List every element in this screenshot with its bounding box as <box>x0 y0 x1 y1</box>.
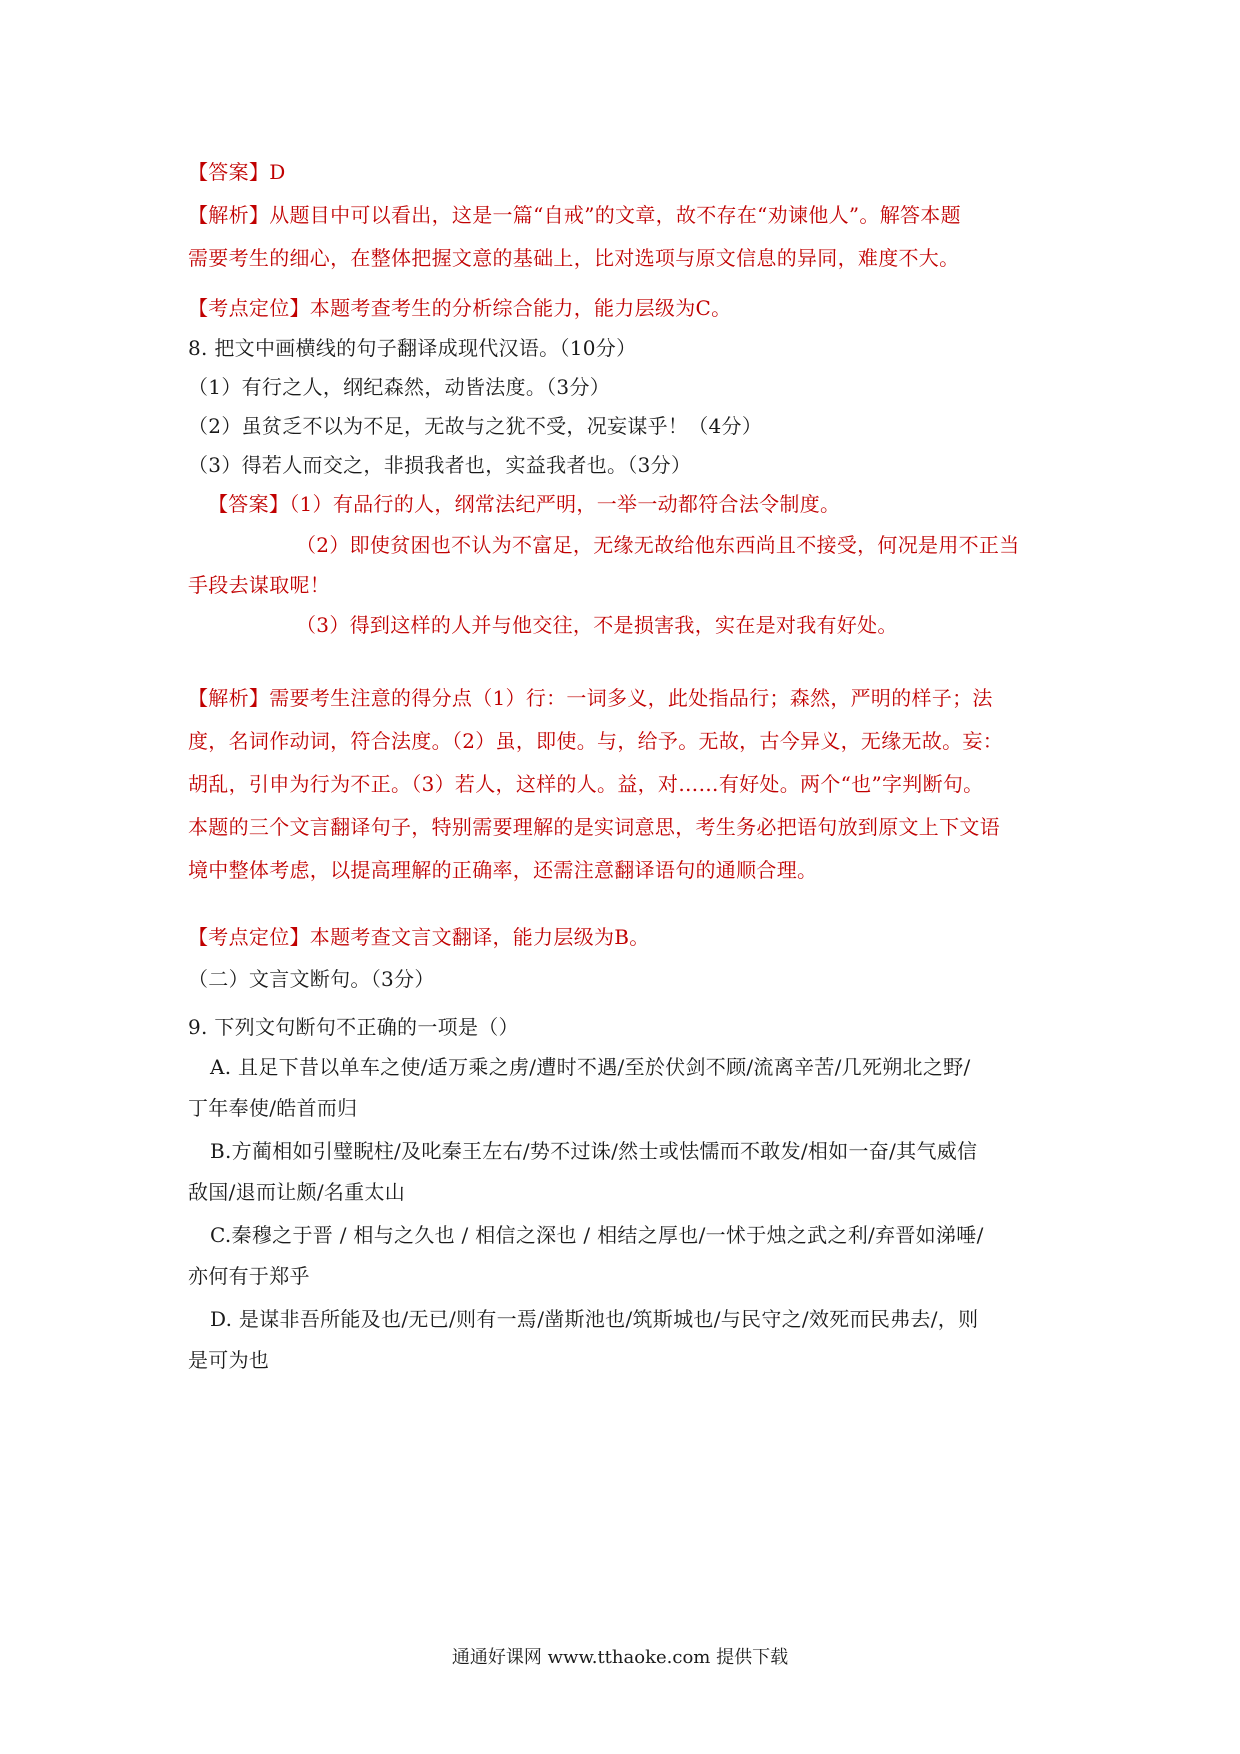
question8-stem: 8. 把文中画横线的句子翻译成现代汉语。（10分） <box>188 336 637 360</box>
question8-analysis-line5: 境中整体考虑，以提高理解的正确率，还需注意翻译语句的通顺合理。 <box>188 858 818 882</box>
question8-analysis-line1: 【解析】需要考生注意的得分点（1）行：一词多义，此处指品行；森然，严明的样子；法 <box>188 686 993 710</box>
question9-option-b-line1: B.方蔺相如引璧睨柱/及叱秦王左右/势不过诛/然士或怯懦而不敢发/相如一奋/其气威信 <box>210 1139 978 1163</box>
answer7-answer: 【答案】D <box>188 160 286 184</box>
question8-analysis-line4: 本题的三个文言翻译句子，特别需要理解的是实词意思，考生务必把语句放到原文上下文语 <box>188 815 1000 839</box>
question8-answer-line3: 手段去谋取呢！ <box>188 573 331 597</box>
question8-item-2: （2）虽贫乏不以为不足，无故与之犹不受，况妄谋乎！（4分） <box>188 414 763 438</box>
answer7-analysis-line1: 【解析】从题目中可以看出，这是一篇“自戒”的文章，故不存在“劝谏他人”。解答本题 <box>188 203 961 227</box>
page-footer: 通通好课网 www.tthaoke.com 提供下载 <box>451 1647 789 1668</box>
question9-option-a-line2: 丁年奉使/皓首而归 <box>188 1096 358 1120</box>
question8-answer-line2: （2）即使贫困也不认为不富足，无缘无故给他东西尚且不接受，何况是用不正当 <box>296 533 1020 557</box>
question8-item-3: （3）得若人而交之，非损我者也，实益我者也。（3分） <box>188 453 692 477</box>
question8-answer-line1: 【答案】（1）有品行的人，纲常法纪严明，一举一动都符合法令制度。 <box>208 492 841 516</box>
question9-option-d-line1: D. 是谋非吾所能及也/无已/则有一焉/凿斯池也/筑斯城也/与民守之/效死而民弗去/，则 <box>210 1307 979 1331</box>
question9-stem: 9. 下列文句断句不正确的一项是（） <box>188 1015 519 1039</box>
question9-option-a-line1: A. 且足下昔以单车之使/适万乘之虏/遭时不遇/至於伏剑不顾/流离辛苦/几死朔北之野/ <box>210 1055 971 1079</box>
question9-option-d-line2: 是可为也 <box>188 1348 270 1372</box>
question8-analysis-line3: 胡乱，引申为行为不正。（3）若人，这样的人。益，对……有好处。两个“也”字判断句。 <box>188 772 984 796</box>
question8-item-1: （1）有行之人，纲纪森然，动皆法度。（3分） <box>188 375 611 399</box>
question8-analysis-line2: 度，名词作动词，符合法度。（2）虽，即使。与，给予。无故，古今异义，无缘无故。妄： <box>188 729 1004 753</box>
answer7-point: 【考点定位】本题考查考生的分析综合能力，能力层级为C。 <box>188 296 732 320</box>
question8-answer-line4: （3）得到这样的人并与他交往，不是损害我，实在是对我有好处。 <box>296 613 898 637</box>
question9-option-c-line2: 亦何有于郑乎 <box>188 1264 310 1288</box>
section2-title: （二）文言文断句。（3分） <box>188 967 435 991</box>
answer7-analysis-line2: 需要考生的细心，在整体把握文意的基础上，比对选项与原文信息的异同，难度不大。 <box>188 246 960 270</box>
question9-option-c-line1: C.秦穆之于晋 / 相与之久也 / 相信之深也 / 相结之厚也/一怵于烛之武之利/弃晋如涕唾/ <box>210 1223 984 1247</box>
question9-option-b-line2: 敌国/退而让颇/名重太山 <box>188 1180 406 1204</box>
question8-point: 【考点定位】本题考查文言文翻译，能力层级为B。 <box>188 925 650 949</box>
